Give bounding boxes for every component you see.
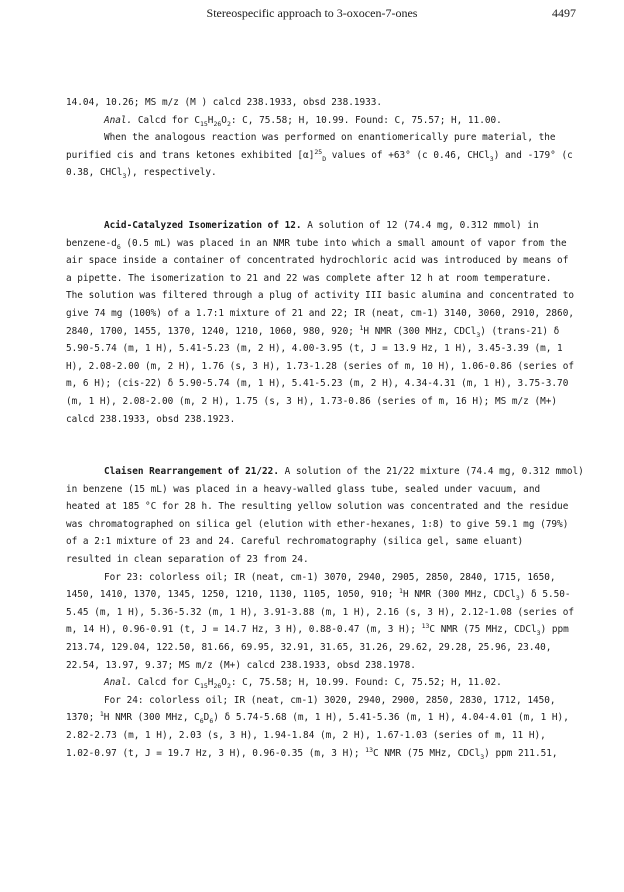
text-line: For 24: colorless oil; IR (neat, cm-1) 3020, 2940, 2900, 2850, 2830, 1712, 1450, [104,694,556,706]
text-line: of a 2:1 mixture of 23 and 24. Careful rechromatography (silica gel, same eluant) [66,536,524,548]
text-line: 0.38, CHCl$_3$), respectively. [66,167,217,181]
running-title: Stereospecific approach to 3-oxocen-7-ones [206,6,418,20]
text-line: For 23: colorless oil; IR (neat, cm-1) 3070, 2940, 2905, 2850, 2840, 1715, 1650, [104,571,556,583]
text-line: When the analogous reaction was performed on enantiomerically pure material, the [104,132,556,144]
text-line: 1.02-0.97 (t, J = 19.7 Hz, 3 H), 0.96-0.35 (m, 3 H); $^{13}$C NMR (75 MHz, CDCl$_3$) ppm 211.51, [66,745,558,761]
text-line: 1370; $^1$H NMR (300 MHz, $C_6D_6$) δ 5.74-5.68 (m, 1 H), 5.41-5.36 (m, 1 H), 4.04-4.01 (m, 1 H), [66,710,569,726]
text-line: was chromatographed on silica gel (elution with ether-hexanes, 1:8) to give 59.1 mg (79%) [66,518,569,530]
text-line: purified cis and trans ketones exhibited $[\alpha]^{25}_D$ values of +63° (c 0.46, CHCl$_3$) and -179° (c [66,147,573,163]
text-line: m, 14 H), 0.96-0.91 (t, J = 14.7 Hz, 3 H), 0.88-0.47 (m, 3 H); $^{13}$C NMR (75 MHz, CDCl$_3$) ppm [66,622,569,638]
paragraph-gap [66,428,581,463]
text-line: 14.04, 10.26; MS m/z (M ) calcd 238.1933, obsd 238.1933. [66,97,383,108]
text-line: 5.45 (m, 1 H), 5.36-5.32 (m, 1 H), 3.91-3.88 (m, 1 H), 2.16 (s, 3 H), 2.12-1.08 (series of [66,606,574,618]
text-line: calcd 238.1933, obsd 238.1923. [66,413,236,425]
section-heading: Acid-Catalyzed Isomerization of 12. [104,219,302,231]
page-number: 4497 [552,6,576,20]
paragraph-gap [66,182,581,217]
section-heading: Claisen Rearrangement of 21/22. [104,466,279,478]
text-line: m, 6 H); (cis-22) δ 5.90-5.74 (m, 1 H), 5.41-5.23 (m, 2 H), 4.34-4.31 (m, 1 H), 3.75-3.70 [66,378,569,390]
text-line: Claisen Rearrangement of 21/22. A solution of the 21/22 mixture (74.4 mg, 0.312 mmol) [104,466,584,478]
text-line: give 74 mg (100%) of a 1.7:1 mixture of 21 and 22; IR (neat, cm-1) 3140, 3060, 2910, 2860, [66,307,574,319]
text-line: 1450, 1410, 1370, 1345, 1250, 1210, 1130, 1105, 1050, 910; $^1$H NMR (300 MHz, CDCl$_3$) δ 5.50- [66,587,571,603]
text-line: 22.54, 13.97, 9.37; MS m/z (M+) calcd 238.1933, obsd 238.1978. [66,659,416,671]
text-line: Anal. Calcd for $C_{15}H_{26}O_2$: C, 75.58; H, 10.99. Found: C, 75.52; H, 11.02. [104,677,502,691]
article-body [66,94,584,762]
text-line: heated at 185 °C for 28 h. The resulting yellow solution was concentrated and the residue [66,501,569,513]
text-line: resulted in clean separation of 23 from 24. [66,554,309,566]
text-line: H), 2.08-2.00 (m, 2 H), 1.76 (s, 3 H), 1.73-1.28 (series of m, 10 H), 1.06-0.86 (series of [66,360,574,372]
text-line: (m, 1 H), 2.08-2.00 (m, 2 H), 1.75 (s, 3 H), 1.73-0.86 (series of m, 16 H); MS m/z (M+) [66,395,558,407]
text-line: air space inside a container of concentrated hydrochloric acid was introduced by means of [66,255,569,267]
text-line: The solution was filtered through a plug of activity III basic alumina and concentrated to [66,290,574,302]
text-line: 213.74, 129.04, 122.50, 81.66, 69.95, 32.91, 31.65, 31.26, 29.62, 29.28, 25.96, 23.40, [66,642,552,654]
text-line: 5.90-5.74 (m, 1 H), 5.41-5.23 (m, 2 H), 4.00-3.95 (t, J = 13.9 Hz, 1 H), 3.45-3.39 (m, 1 [66,343,563,355]
text-line: a pipette. The isomerization to 21 and 22 was complete after 12 h at room temperature. [66,272,552,284]
text-line: 2.82-2.73 (m, 1 H), 2.03 (s, 3 H), 1.94-1.84 (m, 2 H), 1.67-1.03 (series of m, 11 H), [66,730,546,741]
text-line: Anal. Calcd for $C_{15}H_{26}O_2$: C, 75.58; H, 10.99. Found: C, 75.57; H, 11.00. [104,114,502,128]
running-header [0,6,624,22]
text-line: 2840, 1700, 1455, 1370, 1240, 1210, 1060, 980, 920; $^1$H NMR (300 MHz, CDCl$_3$) (trans-21) δ [66,323,560,339]
text-line: benzene-$d_6$ (0.5 mL) was placed in an NMR tube into which a small amount of vapor from the [66,237,567,251]
text-line: in benzene (15 mL) was placed in a heavy-walled glass tube, sealed under vacuum, and [66,483,541,495]
text-line: Acid-Catalyzed Isomerization of 12. A solution of 12 (74.4 mg, 0.312 mmol) in [104,219,539,231]
